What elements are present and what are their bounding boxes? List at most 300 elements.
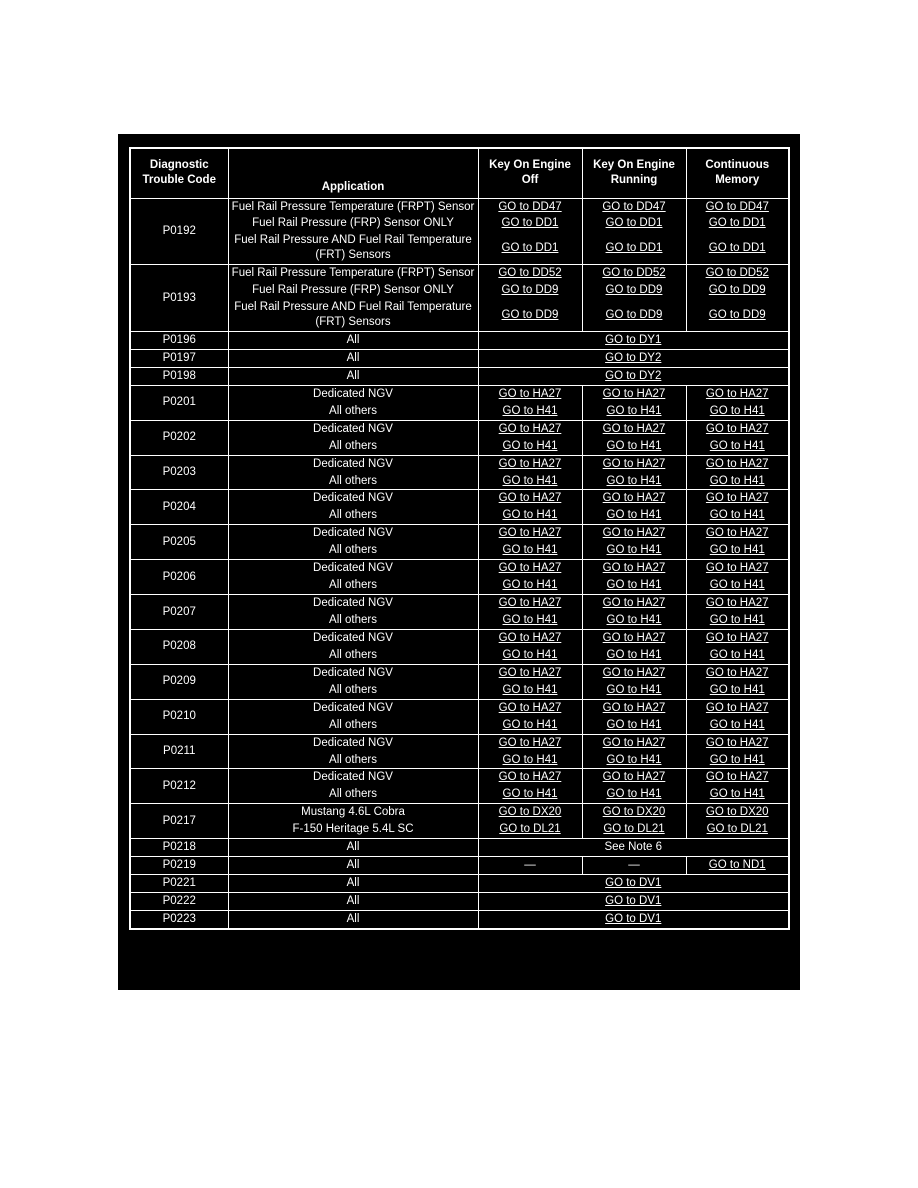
routine-cell — [686, 198, 789, 215]
go-to-link[interactable]: GO to H41 — [606, 439, 662, 452]
go-to-link[interactable]: GO to H41 — [606, 683, 662, 696]
go-to-link[interactable]: GO to ND1 — [708, 859, 766, 872]
routine-cell — [686, 717, 789, 734]
application-cell: All — [228, 839, 478, 857]
go-to-link[interactable]: GO to HA27 — [602, 492, 666, 505]
table-row — [130, 215, 789, 232]
go-to-link[interactable]: GO to HA27 — [705, 771, 769, 784]
table-row — [130, 282, 789, 299]
application-cell: All — [228, 910, 478, 928]
go-to-link[interactable]: GO to H41 — [606, 544, 662, 557]
go-to-link[interactable]: GO to HA27 — [498, 631, 562, 644]
table-row — [130, 367, 789, 385]
go-to-link[interactable]: GO to HA27 — [705, 597, 769, 610]
go-to-link[interactable]: GO to HA27 — [705, 492, 769, 505]
application-cell: Dedicated NGV — [228, 525, 478, 542]
application-cell: Fuel Rail Pressure (FRP) Sensor ONLY — [228, 282, 478, 299]
routine-cell — [582, 560, 686, 577]
go-to-link[interactable]: GO to DD1 — [605, 241, 663, 254]
table-row — [130, 629, 789, 646]
go-to-link[interactable]: GO to HA27 — [602, 597, 666, 610]
routine-cell — [686, 490, 789, 507]
go-to-link[interactable]: GO to H41 — [606, 788, 662, 801]
routine-cell — [478, 299, 582, 331]
dtc-code-cell: P0202 — [130, 420, 228, 455]
go-to-link[interactable]: GO to DD9 — [708, 308, 766, 321]
table-row — [130, 577, 789, 594]
dtc-code-cell: P0210 — [130, 699, 228, 734]
routine-cell — [582, 752, 686, 769]
routine-cell — [478, 664, 582, 681]
dtc-code-cell: P0205 — [130, 525, 228, 560]
dtc-group — [130, 664, 789, 699]
go-to-link[interactable]: GO to HA27 — [602, 562, 666, 575]
table-row — [130, 299, 789, 331]
header-continuous-memory: Continuous Memory — [686, 148, 789, 198]
go-to-link[interactable]: GO to H41 — [709, 648, 765, 661]
table-row — [130, 385, 789, 402]
application-cell: All others — [228, 647, 478, 664]
routine-cell — [686, 560, 789, 577]
dtc-group — [130, 367, 789, 385]
go-to-link[interactable]: GO to DD1 — [501, 241, 559, 254]
routine-cell — [478, 717, 582, 734]
routine-cell — [582, 507, 686, 524]
routine-cell — [686, 525, 789, 542]
go-to-link[interactable]: GO to H41 — [606, 404, 662, 417]
routine-cell — [478, 857, 582, 875]
go-to-link[interactable]: GO to HA27 — [705, 527, 769, 540]
routine-span-cell — [478, 893, 789, 911]
dtc-group — [130, 349, 789, 367]
dtc-code-cell: P0192 — [130, 198, 228, 265]
dtc-code-cell: P0196 — [130, 332, 228, 350]
application-cell: Dedicated NGV — [228, 595, 478, 612]
routine-span-cell — [478, 839, 789, 857]
application-cell: All others — [228, 752, 478, 769]
routine-cell — [582, 542, 686, 559]
dtc-code-cell: P0222 — [130, 893, 228, 911]
routine-cell — [582, 717, 686, 734]
routine-cell — [478, 595, 582, 612]
routine-cell — [582, 215, 686, 232]
application-cell: Fuel Rail Pressure Temperature (FRPT) Sensor — [228, 198, 478, 215]
routine-span-cell — [478, 875, 789, 893]
go-to-link[interactable]: GO to H41 — [709, 579, 765, 592]
table-row — [130, 560, 789, 577]
go-to-link[interactable]: GO to H41 — [606, 753, 662, 766]
go-to-link[interactable]: GO to DL21 — [603, 823, 665, 836]
header-key-on-engine-running: Key On Engine Running — [582, 148, 686, 198]
go-to-link[interactable]: GO to HA27 — [602, 736, 666, 749]
dtc-group — [130, 385, 789, 420]
go-to-link[interactable]: GO to H41 — [502, 579, 558, 592]
table-row — [130, 647, 789, 664]
go-to-link[interactable]: GO to DD47 — [498, 200, 562, 213]
application-cell: Dedicated NGV — [228, 664, 478, 681]
dtc-group — [130, 893, 789, 911]
table-row — [130, 699, 789, 716]
routine-cell — [582, 420, 686, 437]
routine-cell — [582, 385, 686, 402]
routine-cell — [686, 682, 789, 699]
application-cell: Mustang 4.6L Cobra — [228, 804, 478, 821]
static-cell-text: See Note 6 — [604, 841, 663, 854]
table-row — [130, 682, 789, 699]
go-to-link[interactable]: GO to DD9 — [501, 308, 559, 321]
go-to-link[interactable]: GO to DD52 — [498, 267, 562, 280]
dtc-code-cell: P0198 — [130, 367, 228, 385]
table-panel — [118, 134, 800, 990]
routine-cell — [686, 215, 789, 232]
routine-cell — [686, 629, 789, 646]
table-row — [130, 612, 789, 629]
dtc-group — [130, 699, 789, 734]
application-cell: Fuel Rail Pressure AND Fuel Rail Temperature (FRT) Sensors — [228, 299, 478, 331]
application-cell: Fuel Rail Pressure AND Fuel Rail Temperature (FRT) Sensors — [228, 232, 478, 264]
routine-cell — [478, 612, 582, 629]
go-to-link[interactable]: GO to DX20 — [498, 806, 562, 819]
go-to-link[interactable]: GO to HA27 — [705, 701, 769, 714]
routine-cell — [582, 699, 686, 716]
routine-cell — [582, 647, 686, 664]
go-to-link[interactable]: GO to DX20 — [602, 806, 666, 819]
table-row — [130, 542, 789, 559]
go-to-link[interactable]: GO to DD1 — [708, 241, 766, 254]
application-cell: All others — [228, 438, 478, 455]
go-to-link[interactable]: GO to HA27 — [498, 492, 562, 505]
application-cell: All others — [228, 786, 478, 803]
application-cell: Dedicated NGV — [228, 699, 478, 716]
application-cell: Dedicated NGV — [228, 734, 478, 751]
go-to-link[interactable]: GO to DD52 — [602, 267, 666, 280]
go-to-link[interactable]: GO to H41 — [606, 718, 662, 731]
table-row — [130, 769, 789, 786]
go-to-link[interactable]: GO to DD1 — [708, 217, 766, 230]
dtc-code-cell: P0211 — [130, 734, 228, 769]
dtc-code-cell: P0204 — [130, 490, 228, 525]
go-to-link[interactable]: GO to H41 — [606, 648, 662, 661]
routine-cell — [686, 507, 789, 524]
routine-cell — [478, 385, 582, 402]
table-row — [130, 857, 789, 875]
routine-cell — [582, 438, 686, 455]
go-to-link[interactable]: GO to HA27 — [705, 666, 769, 679]
routine-span-cell — [478, 367, 789, 385]
dtc-table-header — [130, 148, 789, 198]
go-to-link[interactable]: GO to HA27 — [705, 736, 769, 749]
table-row — [130, 717, 789, 734]
go-to-link[interactable]: GO to HA27 — [602, 631, 666, 644]
routine-cell — [582, 629, 686, 646]
routine-cell — [478, 438, 582, 455]
routine-cell — [478, 198, 582, 215]
static-cell-text: — — [524, 859, 536, 872]
routine-cell — [478, 629, 582, 646]
application-cell: Dedicated NGV — [228, 455, 478, 472]
application-cell: All — [228, 332, 478, 350]
go-to-link[interactable]: GO to DV1 — [605, 912, 662, 925]
go-to-link[interactable]: GO to H41 — [606, 614, 662, 626]
table-row — [130, 403, 789, 420]
go-to-link[interactable]: GO to H41 — [502, 788, 558, 801]
routine-cell — [686, 385, 789, 402]
go-to-link[interactable]: GO to H41 — [502, 683, 558, 696]
table-row — [130, 595, 789, 612]
routine-cell — [582, 490, 686, 507]
go-to-link[interactable]: GO to HA27 — [498, 736, 562, 749]
dtc-group — [130, 420, 789, 455]
go-to-link[interactable]: GO to DY2 — [605, 369, 662, 382]
go-to-link[interactable]: GO to DX20 — [705, 806, 769, 819]
routine-cell — [582, 299, 686, 331]
go-to-link[interactable]: GO to H41 — [502, 614, 558, 626]
application-cell: Dedicated NGV — [228, 629, 478, 646]
table-row — [130, 875, 789, 893]
go-to-link[interactable]: GO to HA27 — [705, 631, 769, 644]
table-row — [130, 490, 789, 507]
table-row — [130, 232, 789, 264]
dtc-code-cell: P0218 — [130, 839, 228, 857]
routine-cell — [582, 525, 686, 542]
go-to-link[interactable]: GO to DL21 — [499, 823, 561, 836]
table-row — [130, 507, 789, 524]
go-to-link[interactable]: GO to H41 — [502, 544, 558, 557]
routine-span-cell — [478, 332, 789, 350]
routine-cell — [582, 857, 686, 875]
go-to-link[interactable]: GO to H41 — [709, 474, 765, 487]
routine-cell — [686, 857, 789, 875]
go-to-link[interactable]: GO to H41 — [502, 509, 558, 522]
go-to-link[interactable]: GO to H41 — [502, 474, 558, 487]
table-row — [130, 893, 789, 911]
go-to-link[interactable]: GO to DD1 — [605, 217, 663, 230]
routine-cell — [478, 786, 582, 803]
go-to-link[interactable]: GO to H41 — [709, 509, 765, 522]
go-to-link[interactable]: GO to HA27 — [498, 666, 562, 679]
routine-cell — [686, 595, 789, 612]
dtc-group — [130, 804, 789, 839]
go-to-link[interactable]: GO to HA27 — [498, 527, 562, 540]
table-row — [130, 265, 789, 282]
routine-cell — [478, 490, 582, 507]
routine-cell — [582, 232, 686, 264]
dtc-group — [130, 839, 789, 857]
routine-cell — [478, 560, 582, 577]
table-row — [130, 734, 789, 751]
table-row — [130, 821, 789, 838]
go-to-link[interactable]: GO to HA27 — [602, 701, 666, 714]
go-to-link[interactable]: GO to HA27 — [602, 422, 666, 435]
table-row — [130, 804, 789, 821]
application-cell: All others — [228, 612, 478, 629]
dtc-code-cell: P0203 — [130, 455, 228, 490]
go-to-link[interactable]: GO to DY1 — [605, 334, 662, 346]
routine-cell — [478, 403, 582, 420]
go-to-link[interactable]: GO to DD47 — [705, 200, 769, 213]
routine-span-cell — [478, 910, 789, 928]
routine-cell — [582, 786, 686, 803]
go-to-link[interactable]: GO to H41 — [709, 404, 765, 417]
routine-cell — [582, 821, 686, 838]
go-to-link[interactable]: GO to HA27 — [602, 527, 666, 540]
go-to-link[interactable]: GO to DY2 — [605, 351, 662, 364]
application-cell: Dedicated NGV — [228, 769, 478, 786]
routine-cell — [582, 265, 686, 282]
go-to-link[interactable]: GO to H41 — [502, 718, 558, 731]
routine-cell — [686, 664, 789, 681]
go-to-link[interactable]: GO to H41 — [709, 614, 765, 626]
routine-cell — [478, 699, 582, 716]
go-to-link[interactable]: GO to H41 — [606, 474, 662, 487]
table-row — [130, 473, 789, 490]
go-to-link[interactable]: GO to H41 — [709, 683, 765, 696]
dtc-code-cell: P0223 — [130, 910, 228, 928]
application-cell: All others — [228, 717, 478, 734]
go-to-link[interactable]: GO to HA27 — [705, 387, 769, 400]
routine-cell — [478, 232, 582, 264]
application-cell: All — [228, 893, 478, 911]
routine-cell — [478, 752, 582, 769]
go-to-link[interactable]: GO to H41 — [502, 439, 558, 452]
dtc-group — [130, 875, 789, 893]
dtc-code-cell: P0208 — [130, 629, 228, 664]
application-cell: All others — [228, 507, 478, 524]
go-to-link[interactable]: GO to H41 — [502, 753, 558, 766]
go-to-link[interactable]: GO to H41 — [709, 788, 765, 801]
routine-cell — [686, 542, 789, 559]
dtc-code-cell: P0221 — [130, 875, 228, 893]
dtc-code-cell: P0201 — [130, 385, 228, 420]
routine-cell — [686, 786, 789, 803]
dtc-group — [130, 910, 789, 928]
application-cell: All others — [228, 542, 478, 559]
routine-cell — [478, 525, 582, 542]
go-to-link[interactable]: GO to HA27 — [498, 771, 562, 784]
routine-cell — [582, 664, 686, 681]
table-row — [130, 839, 789, 857]
go-to-link[interactable]: GO to HA27 — [705, 457, 769, 470]
go-to-link[interactable]: GO to DD52 — [705, 267, 769, 280]
go-to-link[interactable]: GO to H41 — [606, 509, 662, 522]
go-to-link[interactable]: GO to DD1 — [501, 217, 559, 230]
routine-cell — [478, 682, 582, 699]
table-row — [130, 786, 789, 803]
routine-cell — [582, 769, 686, 786]
go-to-link[interactable]: GO to HA27 — [498, 422, 562, 435]
application-cell: Dedicated NGV — [228, 420, 478, 437]
routine-cell — [582, 198, 686, 215]
go-to-link[interactable]: GO to HA27 — [498, 457, 562, 470]
application-cell: All others — [228, 577, 478, 594]
table-row — [130, 525, 789, 542]
routine-cell — [478, 455, 582, 472]
application-cell: All others — [228, 473, 478, 490]
go-to-link[interactable]: GO to HA27 — [602, 387, 666, 400]
go-to-link[interactable]: GO to HA27 — [498, 597, 562, 610]
header-key-on-engine-off: Key On Engine Off — [478, 148, 582, 198]
go-to-link[interactable]: GO to H41 — [502, 404, 558, 417]
dtc-code-cell: P0207 — [130, 595, 228, 630]
go-to-link[interactable]: GO to DD9 — [501, 284, 559, 297]
go-to-link[interactable]: GO to DV1 — [605, 895, 662, 907]
table-row — [130, 664, 789, 681]
routine-cell — [686, 699, 789, 716]
go-to-link[interactable]: GO to HA27 — [705, 562, 769, 575]
dtc-group — [130, 629, 789, 664]
routine-cell — [582, 682, 686, 699]
go-to-link[interactable]: GO to H41 — [709, 753, 765, 766]
go-to-link[interactable]: GO to DD9 — [605, 284, 663, 297]
dtc-group — [130, 525, 789, 560]
routine-cell — [478, 473, 582, 490]
table-row — [130, 349, 789, 367]
go-to-link[interactable]: GO to DD9 — [605, 308, 663, 321]
dtc-group — [130, 560, 789, 595]
routine-cell — [478, 647, 582, 664]
table-row — [130, 438, 789, 455]
application-cell: All — [228, 875, 478, 893]
routine-cell — [582, 455, 686, 472]
application-cell: All — [228, 857, 478, 875]
dtc-group — [130, 265, 789, 332]
go-to-link[interactable]: GO to H41 — [709, 439, 765, 452]
routine-cell — [478, 215, 582, 232]
routine-cell — [686, 804, 789, 821]
go-to-link[interactable]: GO to DD9 — [708, 284, 766, 297]
go-to-link[interactable]: GO to H41 — [709, 718, 765, 731]
go-to-link[interactable]: GO to DD47 — [602, 200, 666, 213]
application-cell: Dedicated NGV — [228, 490, 478, 507]
routine-cell — [686, 403, 789, 420]
application-cell: All others — [228, 682, 478, 699]
go-to-link[interactable]: GO to H41 — [606, 579, 662, 592]
dtc-table — [129, 147, 790, 930]
routine-cell — [478, 821, 582, 838]
routine-cell — [686, 265, 789, 282]
application-cell: All — [228, 367, 478, 385]
go-to-link[interactable]: GO to DV1 — [605, 877, 662, 890]
dtc-group — [130, 595, 789, 630]
go-to-link[interactable]: GO to HA27 — [602, 771, 666, 784]
dtc-code-cell: P0206 — [130, 560, 228, 595]
dtc-code-cell: P0212 — [130, 769, 228, 804]
routine-cell — [686, 821, 789, 838]
go-to-link[interactable]: GO to HA27 — [498, 562, 562, 575]
routine-cell — [478, 577, 582, 594]
routine-cell — [582, 804, 686, 821]
go-to-link[interactable]: GO to HA27 — [498, 387, 562, 400]
header-application: Application — [228, 148, 478, 198]
dtc-group — [130, 769, 789, 804]
dtc-code-cell: P0197 — [130, 349, 228, 367]
dtc-code-cell: P0209 — [130, 664, 228, 699]
routine-cell — [686, 577, 789, 594]
application-cell: All — [228, 349, 478, 367]
go-to-link[interactable]: GO to HA27 — [602, 457, 666, 470]
routine-cell — [582, 403, 686, 420]
go-to-link[interactable]: GO to HA27 — [498, 701, 562, 714]
go-to-link[interactable]: GO to HA27 — [602, 666, 666, 679]
dtc-code-cell: P0219 — [130, 857, 228, 875]
go-to-link[interactable]: GO to DL21 — [706, 823, 768, 836]
routine-cell — [478, 804, 582, 821]
routine-cell — [478, 734, 582, 751]
go-to-link[interactable]: GO to H41 — [709, 544, 765, 557]
table-row — [130, 455, 789, 472]
go-to-link[interactable]: GO to H41 — [502, 648, 558, 661]
go-to-link[interactable]: GO to HA27 — [705, 422, 769, 435]
